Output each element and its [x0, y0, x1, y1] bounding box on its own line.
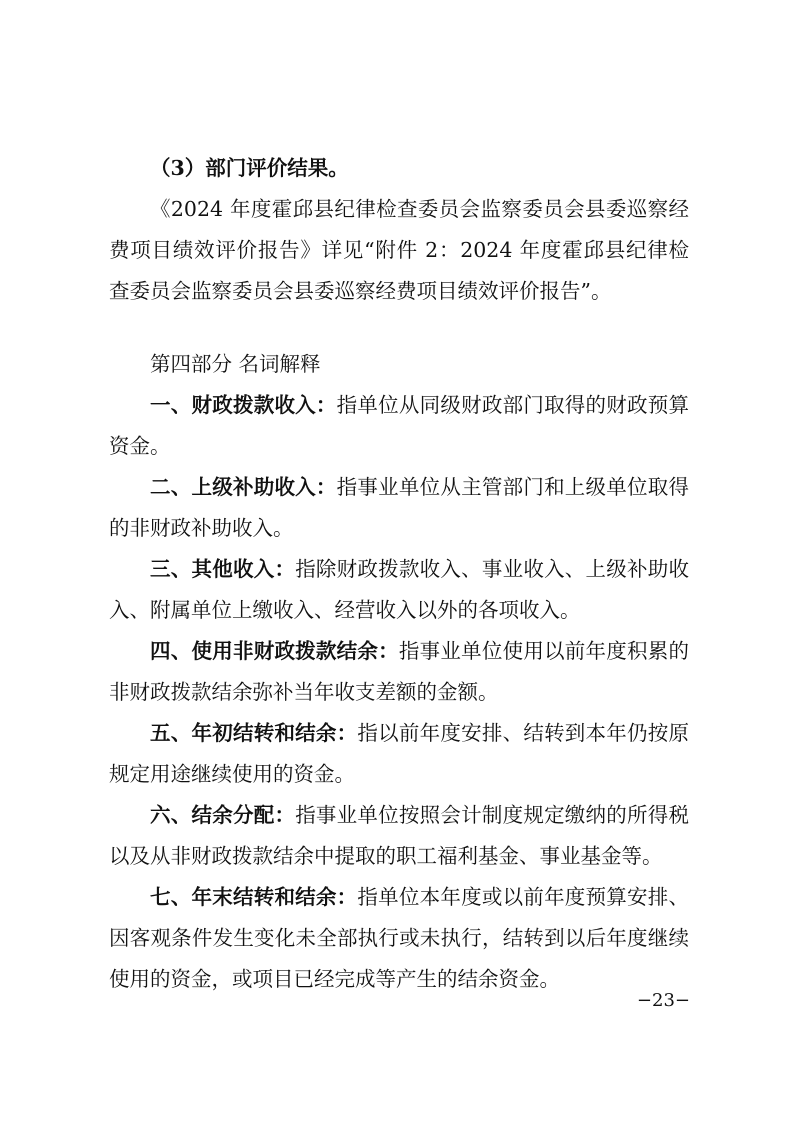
definition-item-1	[109, 385, 689, 467]
subheading: （3）部门评价结果。	[150, 156, 349, 180]
definition-term: 二、上级补助收入：	[150, 475, 337, 499]
definition-term: 七、年末结转和结余：	[150, 885, 358, 909]
definition-text: 指事业单位使用以前年度积累的非财政拨款结余弥补当年收支差额的金额。	[109, 639, 690, 704]
definition-term: 五、年初结转和结余：	[150, 721, 358, 745]
definition-item-7	[109, 877, 689, 1000]
definition-term: 四、使用非财政拨款结余：	[150, 639, 399, 663]
section-title: 第四部分 名词解释	[150, 352, 321, 376]
definition-item-4	[109, 631, 689, 713]
definition-text: 指以前年度安排、结转到本年仍按原规定用途继续使用的资金。	[109, 721, 690, 786]
report-paragraph: 《2024 年度霍邱县纪律检查委员会监察委员会县委巡察经费项目绩效评价报告》详见“附件 2：2024 年度霍邱县纪律检查委员会监察委员会县委巡察经费项目绩效评价报告”。	[109, 197, 689, 303]
definition-item-2	[109, 467, 689, 549]
definition-item-3	[109, 549, 689, 631]
definition-item-5	[109, 713, 689, 795]
definition-text: 指事业单位从主管部门和上级单位取得的非财政补助收入。	[109, 475, 690, 540]
definition-text: 指单位从同级财政部门取得的财政预算资金。	[109, 393, 690, 458]
document-body	[109, 148, 689, 1000]
definition-text: 指事业单位按照会计制度规定缴纳的所得税以及从非财政拨款结余中提取的职工福利基金、事业基金等。	[109, 803, 690, 868]
definition-text: 指单位本年度或以前年度预算安排、因客观条件发生变化未全部执行或未执行，结转到以后年度继续使用的资金，或项目已经完成等产生的结余资金。	[109, 885, 690, 991]
page-number: −23−	[636, 990, 690, 1011]
definition-term: 六、结余分配：	[150, 803, 296, 827]
definition-term: 一、财政拨款收入：	[150, 393, 337, 417]
definition-item-6	[109, 795, 689, 877]
section-gap	[109, 312, 689, 344]
definition-term: 三、其他收入：	[150, 557, 296, 581]
definition-text: 指除财政拨款收入、事业收入、上级补助收入、附属单位上缴收入、经营收入以外的各项收入。	[109, 557, 690, 622]
